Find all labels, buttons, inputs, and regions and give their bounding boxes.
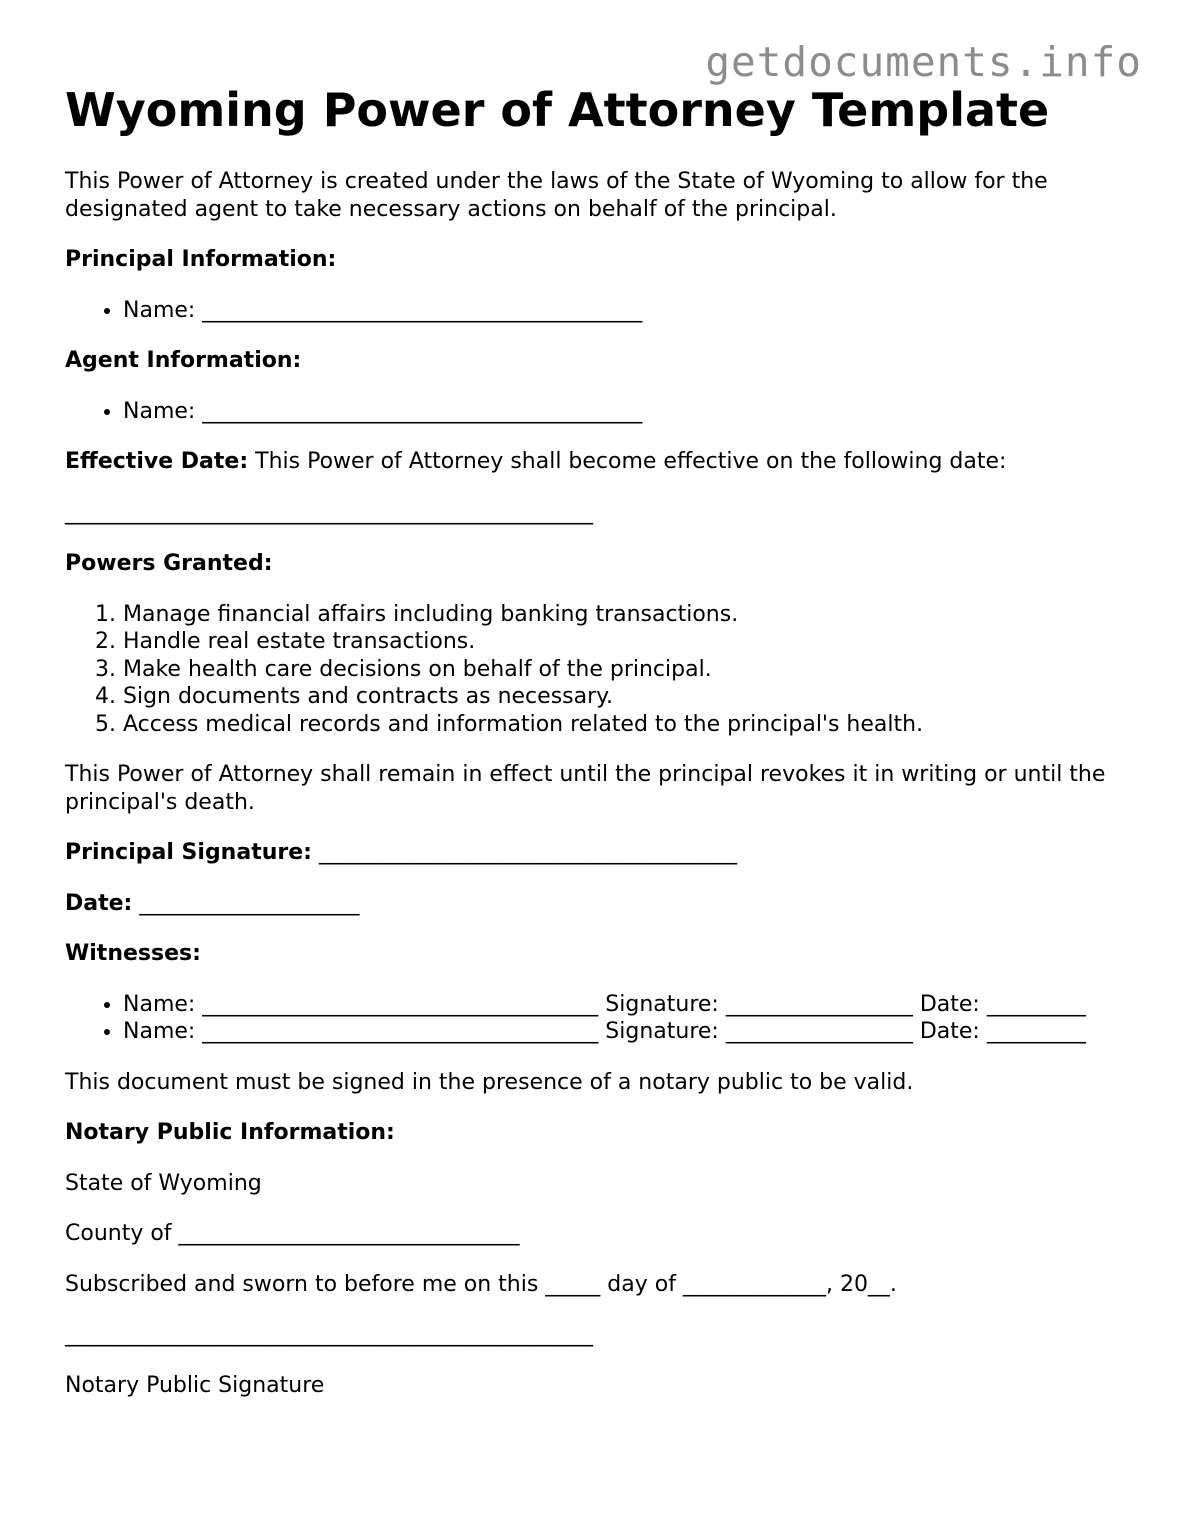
power-item: 4. Sign documents and contracts as necessary.: [123, 683, 1125, 711]
principal-signature-label: Principal Signature:: [65, 840, 312, 865]
date-label: Date:: [65, 890, 133, 916]
effective-date-field[interactable]: ________________________________________________: [65, 499, 593, 525]
principal-list: [65, 297, 1125, 325]
effective-date-label: Effective Date:: [65, 449, 249, 474]
principal-name-field[interactable]: • Name: ________________________________________: [123, 297, 1125, 325]
powers-heading: Powers Granted:: [65, 551, 273, 576]
effective-date-paragraph: [65, 448, 1125, 476]
effective-date-text: This Power of Attorney shall become effective on the following date:: [248, 449, 1007, 474]
agent-heading: Agent Information:: [65, 348, 302, 373]
principal-signature-line: [65, 839, 1125, 867]
witnesses-heading: Witnesses:: [65, 941, 201, 966]
notary-state: State of Wyoming: [65, 1170, 262, 1196]
power-item: 1. Manage financial affairs including banking transactions.: [123, 601, 1125, 629]
date-field[interactable]: ____________________: [132, 890, 360, 916]
notary-requirement: This document must be signed in the presence of a notary public to be valid.: [65, 1069, 914, 1095]
principal-heading: Principal Information:: [65, 247, 337, 272]
powers-list: [65, 601, 1125, 739]
agent-list: [65, 398, 1125, 426]
notary-sworn-line[interactable]: Subscribed and sworn to before me on this _____ day of _____________, 20__.: [65, 1271, 897, 1297]
remain-paragraph: This Power of Attorney shall remain in effect until the principal revokes it in writing or until the principal's death.: [65, 762, 1106, 815]
witness-item[interactable]: • Name: ____________________________________ Signature: _________________ Date: _________: [123, 1018, 1125, 1046]
watermark: getdocuments.info: [705, 38, 1142, 86]
principal-signature-field[interactable]: ______________________________________: [311, 840, 737, 865]
agent-name-field[interactable]: • Name: ________________________________________: [123, 398, 1125, 426]
notary-county-field[interactable]: County of _______________________________: [65, 1221, 520, 1246]
witness-item[interactable]: • Name: ____________________________________ Signature: _________________ Date: _________: [123, 991, 1125, 1019]
notary-signature-label: Notary Public Signature: [65, 1372, 325, 1398]
notary-heading: Notary Public Information:: [65, 1120, 395, 1145]
power-item: 5. Access medical records and information related to the principal's health.: [123, 711, 1125, 739]
document-body: [65, 82, 1125, 1422]
date-line: [65, 890, 1125, 918]
document-title: Wyoming Power of Attorney Template: [65, 83, 1050, 137]
witnesses-list: [65, 991, 1125, 1046]
intro-paragraph: This Power of Attorney is created under the laws of the State of Wyoming to allow for the designated agent to take necessary actions on behalf of the principal.: [65, 169, 1048, 222]
power-item: 2. Handle real estate transactions.: [123, 628, 1125, 656]
notary-signature-field[interactable]: ________________________________________________: [65, 1322, 593, 1347]
power-item: 3. Make health care decisions on behalf of the principal.: [123, 656, 1125, 684]
